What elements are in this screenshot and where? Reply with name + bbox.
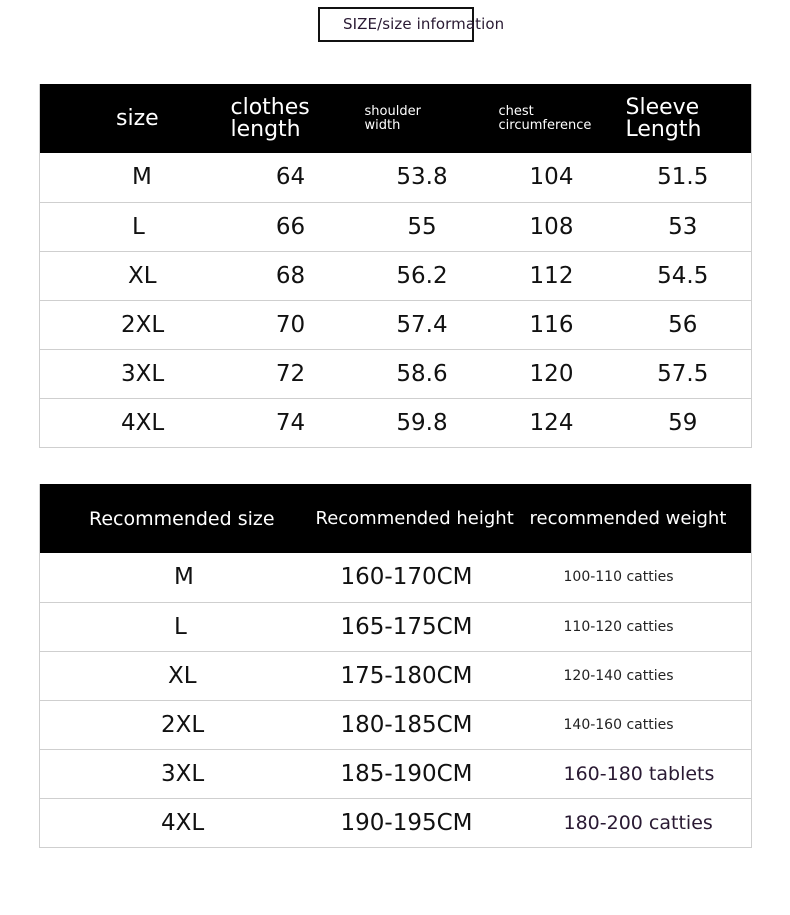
cell-chest: 112 — [489, 251, 615, 300]
header-recommended-height — [315, 484, 544, 553]
cell-size: 3XL — [40, 749, 324, 798]
cell-shoulder-width: 59.8 — [356, 398, 489, 447]
header-label: shoulder — [364, 103, 421, 119]
size-row — [40, 398, 752, 447]
cell-chest: 120 — [489, 349, 615, 398]
size-row — [40, 349, 752, 398]
cell-size: 2XL — [40, 700, 324, 749]
cell-clothes-length: 70 — [226, 300, 356, 349]
cell-height: 165-175CM — [324, 602, 544, 651]
cell-clothes-length: 74 — [226, 398, 356, 447]
cell-chest: 104 — [489, 153, 615, 202]
cell-shoulder-width: 53.8 — [356, 153, 489, 202]
cell-weight: 140-160 catties — [544, 700, 752, 749]
header-label: recommended weight — [529, 508, 727, 529]
cell-height: 190-195CM — [324, 798, 544, 847]
cell-height: 175-180CM — [324, 651, 544, 700]
cell-weight: 160-180 tablets — [544, 749, 752, 798]
cell-clothes-length: 66 — [226, 202, 356, 251]
recommendation-row — [40, 700, 752, 749]
header-size — [40, 84, 226, 153]
header-label: length — [230, 116, 301, 142]
header-chest-circumference — [489, 84, 615, 153]
cell-sleeve-length: 59 — [615, 398, 752, 447]
recommendation-row — [40, 798, 752, 847]
header-label: width — [364, 117, 401, 133]
cell-chest: 108 — [489, 202, 615, 251]
recommendation-row — [40, 651, 752, 700]
size-table-header — [40, 84, 752, 153]
recommendation-row — [40, 553, 752, 602]
cell-weight: 110-120 catties — [544, 602, 752, 651]
cell-size: XL — [40, 251, 226, 300]
cell-height: 180-185CM — [324, 700, 544, 749]
cell-weight: 180-200 catties — [544, 798, 752, 847]
cell-sleeve-length: 56 — [615, 300, 752, 349]
size-row — [40, 251, 752, 300]
header-label: clothes — [230, 94, 310, 120]
cell-shoulder-width: 58.6 — [356, 349, 489, 398]
size-table — [39, 84, 752, 448]
size-row — [40, 153, 752, 202]
header-label: Recommended size — [89, 507, 275, 530]
cell-shoulder-width: 57.4 — [356, 300, 489, 349]
size-row — [40, 300, 752, 349]
header-label: circumference — [498, 117, 592, 133]
cell-clothes-length: 64 — [226, 153, 356, 202]
cell-chest: 116 — [489, 300, 615, 349]
cell-height: 160-170CM — [324, 553, 544, 602]
recommendation-table — [39, 484, 752, 848]
cell-size: 4XL — [40, 398, 226, 447]
recommendation-row — [40, 749, 752, 798]
cell-sleeve-length: 51.5 — [615, 153, 752, 202]
cell-size: L — [40, 602, 324, 651]
cell-sleeve-length: 57.5 — [615, 349, 752, 398]
header-label: chest — [498, 103, 534, 119]
cell-shoulder-width: 56.2 — [356, 251, 489, 300]
header-label: size — [116, 105, 159, 131]
cell-size: L — [40, 202, 226, 251]
header-label: Length — [625, 116, 702, 142]
header-shoulder-width — [356, 84, 489, 153]
size-row — [40, 202, 752, 251]
cell-shoulder-width: 55 — [356, 202, 489, 251]
cell-size: 4XL — [40, 798, 324, 847]
header-recommended-size — [40, 484, 324, 553]
cell-size: M — [40, 153, 226, 202]
header-recommended-weight — [529, 484, 752, 553]
title-text: SIZE/size information — [343, 15, 505, 33]
cell-clothes-length: 72 — [226, 349, 356, 398]
cell-clothes-length: 68 — [226, 251, 356, 300]
cell-chest: 124 — [489, 398, 615, 447]
header-label: Recommended height — [315, 508, 514, 529]
cell-size: 2XL — [40, 300, 226, 349]
cell-size: 3XL — [40, 349, 226, 398]
cell-sleeve-length: 54.5 — [615, 251, 752, 300]
cell-size: M — [40, 553, 324, 602]
page-title — [318, 7, 518, 43]
cell-sleeve-length: 53 — [615, 202, 752, 251]
cell-weight: 100-110 catties — [544, 553, 752, 602]
recommendation-table-header — [40, 484, 752, 553]
recommendation-row — [40, 602, 752, 651]
header-label: Sleeve — [625, 94, 700, 120]
header-sleeve-length — [615, 84, 752, 153]
cell-size: XL — [40, 651, 324, 700]
header-clothes-length — [226, 84, 356, 153]
cell-weight: 120-140 catties — [544, 651, 752, 700]
cell-height: 185-190CM — [324, 749, 544, 798]
